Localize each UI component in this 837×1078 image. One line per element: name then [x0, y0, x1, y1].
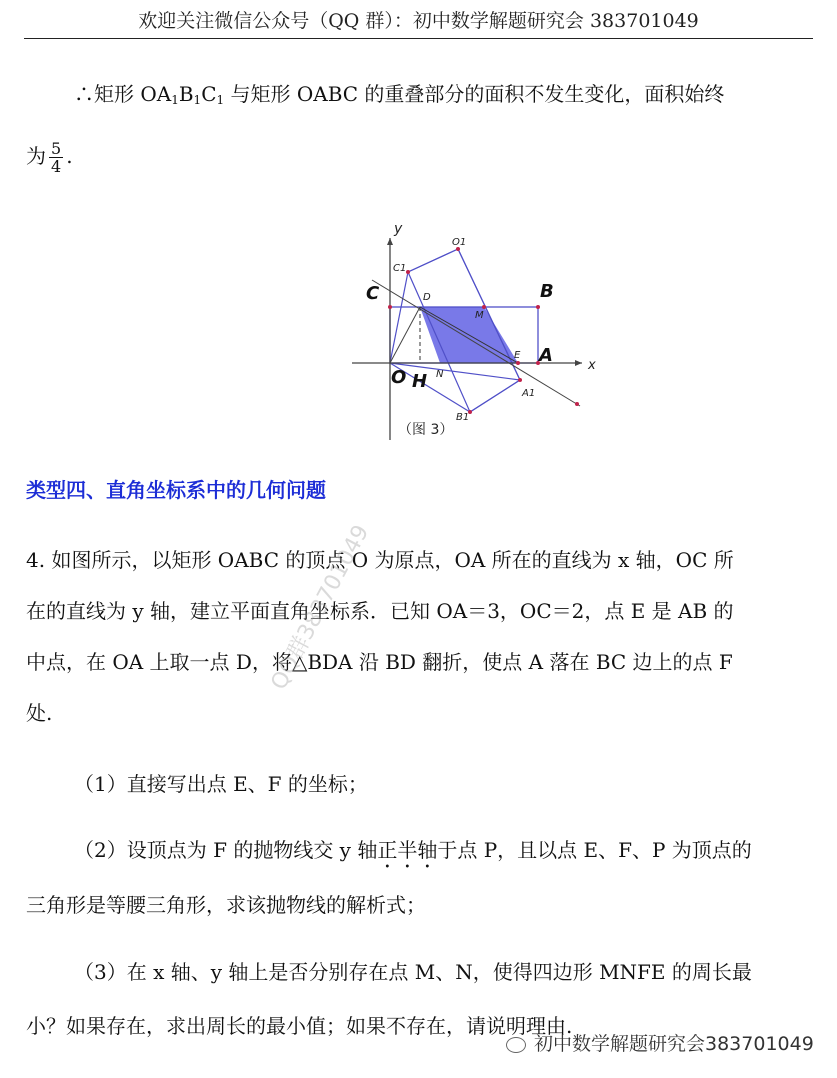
- figure-caption: （图 3）: [398, 422, 454, 438]
- conclusion-line-1: ∴矩形 $OA_1B_1C_1$ 与矩形 OABC 的重叠部分的面积不发生变化，面积始终: [74, 82, 725, 107]
- question-1: （1）直接写出点 E、F 的坐标；: [74, 772, 368, 796]
- label-m: M: [475, 310, 484, 321]
- label-b1: B1: [456, 412, 470, 423]
- conclusion-line-2: 为 $\frac{5}{4}$ .: [26, 139, 73, 176]
- label-n: N: [436, 369, 444, 380]
- point-e: [516, 361, 520, 365]
- fraction-five-fourths: $\frac{5}{4}$: [51, 139, 62, 176]
- segment-a1-b1: [470, 380, 520, 412]
- x-axis-arrow: [575, 360, 582, 366]
- section-heading: 类型四、直角坐标系中的几何问题: [26, 478, 326, 502]
- problem-line-1: 4. 如图所示，以矩形 OABC 的顶点 O 为原点，OA 所在的直线为 x 轴，OC 所: [26, 548, 734, 572]
- label-e: E: [514, 350, 521, 361]
- page-header: 欢迎关注微信公众号（QQ 群）：初中数学解题研究会 383701049: [24, 6, 813, 39]
- question-2-line-1: （2）设顶点为 F 的抛物线交 y 轴正半轴于点 P，且以点 E、F、P 为顶点的: [74, 838, 752, 862]
- question-3-line-1: （3）在 x 轴、y 轴上是否分别存在点 M、N，使得四边形 MNFE 的周长最: [74, 960, 752, 984]
- label-d: D: [423, 292, 431, 303]
- label-o1: O1: [452, 237, 467, 248]
- segment-c1-o1: [408, 249, 458, 272]
- label-x: x: [588, 358, 596, 373]
- point-a1: [518, 378, 522, 382]
- label-a: A: [539, 345, 553, 366]
- segment-o-d: [390, 307, 420, 363]
- y-axis-arrow: [387, 238, 393, 245]
- question-3-line-2: 小？如果存在，求出周长的最小值；如果不存在，请说明理由.: [26, 1014, 573, 1038]
- label-o: O: [391, 367, 407, 388]
- qq-watermark: QQ群383701049: [266, 521, 375, 695]
- label-h: H: [412, 371, 428, 392]
- point-b: [536, 305, 540, 309]
- point-line-end: [575, 402, 579, 406]
- question-2-line-2: 三角形是等腰三角形，求该抛物线的解析式；: [26, 893, 426, 917]
- problem-line-3: 中点，在 OA 上取一点 D，将△BDA 沿 BD 翻折，使点 A 落在 BC 边上的点 F: [26, 650, 733, 674]
- label-c: C: [366, 283, 380, 304]
- label-c1: C1: [393, 263, 407, 274]
- problem-line-4: 处.: [26, 701, 53, 725]
- point-c1: [406, 270, 410, 274]
- wechat-footer-label: 初中数学解题研究会383701049: [534, 1033, 814, 1055]
- label-y: y: [394, 221, 403, 237]
- label-a1: A1: [522, 388, 536, 399]
- wechat-icon: [506, 1037, 526, 1053]
- point-m: [482, 305, 486, 309]
- problem-line-2: 在的直线为 y 轴，建立平面直角坐标系．已知 OA＝3，OC＝2，点 E 是 AB 的: [26, 599, 734, 623]
- segment-o-c1: [390, 272, 408, 363]
- wechat-footer: [506, 1030, 814, 1058]
- label-b: B: [540, 281, 554, 302]
- point-c: [388, 305, 392, 309]
